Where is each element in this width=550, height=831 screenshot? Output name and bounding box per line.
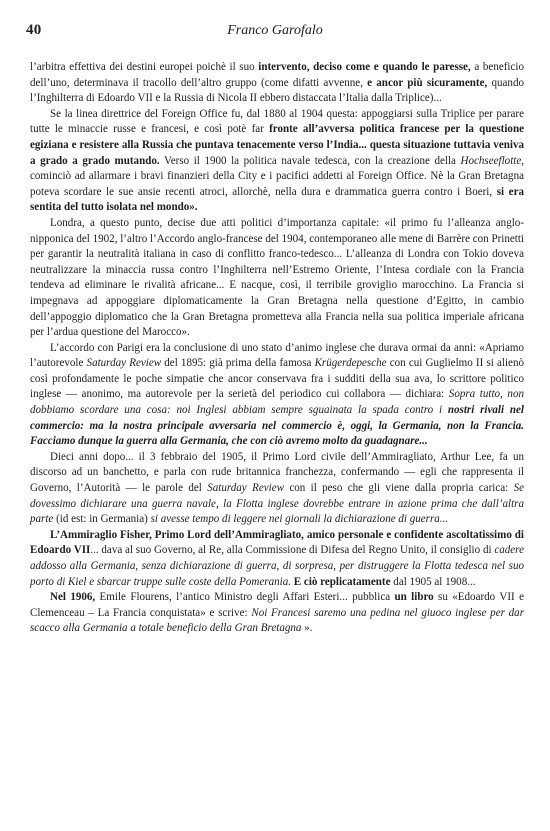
text-run: e ancor più sicuramente, [367,76,488,89]
text-run: nostri rivali nel commercio: ma la nostra principale avversaria nel commercio è, oggi, la Germania, non la Francia. Facciamo dunque la guerra alla Germania, che con ciò avremo molto da guadagnare... [30,404,524,448]
text-run: a beneficio dell’uno, determinava il tracollo dell’altro gruppo (come difatti avvenne, [30,61,524,89]
text-run: Noi Francesi saremo una pedina nel giuoco inglese per dar scacco alla Germania a totale beneficio della Gran Bretagna [30,606,525,635]
paragraph [30,590,524,637]
text-run: si era sentita del tutto isolata nel mondo». [30,185,524,214]
text-run: fronte all’avversa politica francese per la questione egiziana e resistere alla Russia che puntava tenacemente verso l’India... [30,123,524,151]
text-run: l’arbitra effettiva dei destini europei poichè il suo [30,61,259,73]
paragraph [30,216,524,341]
text-run: Se la linea direttrice del Foreign Office fu, dal 1880 al 1904 questa: appoggiarsi sulla Triplice per parare tutte le minaccie russe e francesi, e così potè far [30,107,524,136]
text-run: Nel 1906, [50,591,96,604]
page-number: 40 [26,22,42,38]
text-run: con il peso che gli viene dalla propria carica: [283,482,514,495]
text-run: (id est: in Germania) [53,513,151,526]
text-run: cominciò ad allarmare i bravi finanzieri della City e i pacifici addetti al Foreign Office. Nè la Gran Bretagna poteva scordare le sue ansie recenti atroci, allorchè, nella dura e drammatica guerra contro i Boeri, [30,170,524,198]
text-run: Hochseeflotte, [460,154,524,167]
text-run: ». [301,622,313,635]
text-run: su «Edoardo VII e Clemenceau – La Francia conquistata» e scrive: [30,591,524,619]
paragraph [30,107,524,216]
text-run: E ciò replicatamente [293,575,391,588]
body-text [30,60,524,637]
paragraph [30,341,524,450]
text-run: un libro [394,591,434,604]
paragraph [30,60,524,107]
text-run: quando l’Inghilterra di Edoardo VII e la Russia di Nicola II ebbero distaccata l’Italia dalla Triplice)... [30,76,524,105]
page-header [26,22,524,42]
text-run: L’accordo con Parigi era la conclusione di uno stato d’animo inglese che durava ormai da anni: «Apriamo l’autorevole [30,341,524,370]
text-run: Saturday Review [207,482,284,495]
text-run: Sopra tutto, non dobbiamo scordare una cosa: noi Inglesi abbiam sempre sguainata la spada contro i [30,388,524,417]
text-run: Saturday Review [86,357,162,370]
text-run: ... dava al suo Governo, al Re, alla Commissione di Difesa del Regno Unito, il consiglio di [90,544,495,557]
text-run: con cui Guglielmo II si alienò così profondamente le poche simpatie che ancor conservava fra i sudditi della sua ava, lo scrittore politico inglese — anonimo, ma autorevole per la serietà del periodico cui collabora — dichiara: [30,357,524,401]
text-run: Krügerdepesche [314,357,387,370]
text-run: del 1895: già prima della famosa [161,357,315,370]
text-run: Verso il 1900 la politica navale tedesca, con la creazione della [159,154,461,167]
text-run: intervento, deciso come e quando le paresse, [258,61,471,73]
text-run: Se dovessimo dichiarare una guerra navale, la Flotta inglese dovrebbe entrare in azione prima che dall’altra parte [30,482,525,526]
text-run: dal 1905 al 1908... [390,575,476,588]
text-run: cadere addosso alla Germania, senza dichiarazione di guerra, di sorpresa, per distruggere la Flotta tedesca nel suo porto di Kiel e sbarcar truppe sulle coste della Pomerania. [30,544,524,588]
running-head: Franco Garofalo [227,23,323,38]
paragraph [30,528,524,590]
text-run: Londra, a questo punto, decise due atti politici d’importanza capitale: «il primo fu l’alleanza anglo-nipponica del 1902, l’altro l’Accordo anglo-francese del 1904, contemporaneo alle mene di Barrère con Prinetti per garantir la neutralità italiana in caso di conflitto franco-tedesco... L’alleanza di Londra con Tokio doveva neutralizzare la minaccia russa contro l’Inghilterra nell’Estremo Oriente, l’Intesa cordiale con la Francia tendeva ad eliminare le rivalità africane... E nacque, così, il terribile groviglio marocchino. La Francia si impegnava ad appoggiare diplomaticamente la Gran Bretagna nella questione d’Egitto, in cambio dell’appoggio diplomatico che la Gran Bretagna prometteva alla Francia nella sua politica imperiale africana per l’ardua questione del Marocco». [30,216,524,339]
text-run: questa situazione tuttavia veniva a grado a grado mutando. [30,138,524,167]
text-run: Emile Flourens, l’antico Ministro degli Affari Esteri... pubblica [95,591,395,604]
text-run: Dieci anni dopo... il 3 febbraio del 1905, il Primo Lord civile dell’Ammiragliato, Arthur Lee, fa un discorso ad un banchetto, e parla con rude britannica franchezza, confermando — egli che rappresenta il Governo, l’Autorità — le parole del [30,450,524,495]
paragraph [30,450,524,528]
text-run: si avesse tempo di leggere nei giornali la dichiarazione di guerra... [150,513,449,526]
text-run: L’Ammiraglio Fisher, Primo Lord dell’Ammiragliato, amico personale e confidente ascoltatissimo di Edoardo VII [30,528,524,557]
